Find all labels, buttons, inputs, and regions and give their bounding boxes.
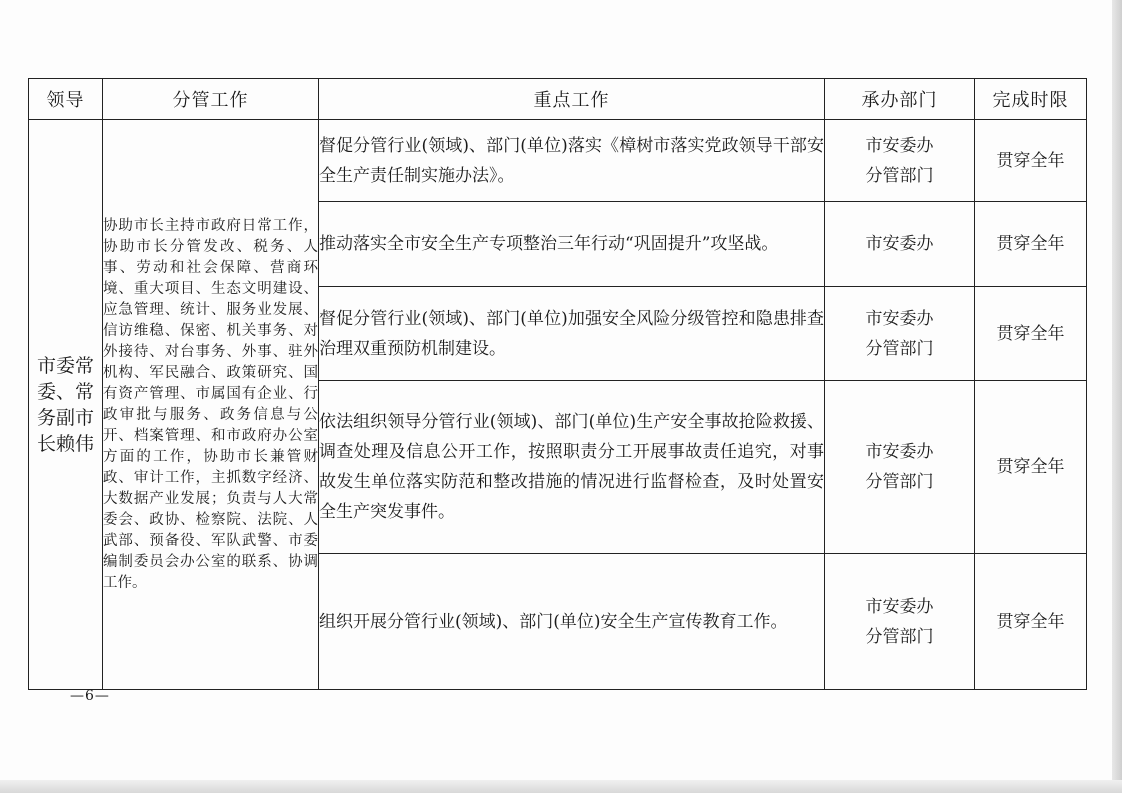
- deadline-cell: 贯穿全年: [975, 120, 1087, 202]
- page-edge-bottom: [0, 780, 1122, 793]
- focus-cell: 督促分管行业(领域)、部门(单位)加强安全风险分级管控和隐患排查治理双重预防机制建设。: [319, 286, 825, 381]
- focus-cell: 推动落实全市安全生产专项整治三年行动“巩固提升”攻坚战。: [319, 202, 825, 286]
- dept-line: 分管部门: [865, 165, 934, 186]
- safety-duty-table: [28, 78, 1087, 690]
- deadline-cell: 贯穿全年: [975, 202, 1087, 286]
- dept-line: 市安委办: [865, 596, 934, 617]
- focus-cell: 组织开展分管行业(领域)、部门(单位)安全生产宣传教育工作。: [319, 554, 825, 690]
- header-scope: 分管工作: [103, 79, 319, 120]
- dept-cell: [825, 286, 975, 381]
- deadline-cell: 贯穿全年: [975, 381, 1087, 554]
- dept-line: 市安委办: [865, 308, 934, 329]
- focus-cell: 依法组织领导分管行业(领域)、部门(单位)生产安全事故抢险救援、调查处理及信息公开工作，按照职责分工开展事故责任追究，对事故发生单位落实防范和整改措施的情况进行监督检查，及时处置安全生产突发事件。: [319, 381, 825, 554]
- page-edge-right: [1112, 0, 1122, 793]
- deadline-cell: 贯穿全年: [975, 554, 1087, 690]
- dept-line: 分管部门: [865, 472, 934, 493]
- header-leader: 领导: [29, 79, 103, 120]
- dept-line: 市安委办: [865, 234, 934, 255]
- dept-line: 市安委办: [865, 135, 934, 156]
- leader-name-cell: 市委常委、常务副市长赖伟: [29, 120, 103, 690]
- table-row: [29, 120, 1087, 202]
- deadline-cell: 贯穿全年: [975, 286, 1087, 381]
- page-number: —6—: [70, 688, 110, 704]
- header-dept: 承办部门: [825, 79, 975, 120]
- dept-cell: [825, 202, 975, 286]
- focus-cell: 督促分管行业(领域)、部门(单位)落实《樟树市落实党政领导干部安全生产责任制实施办法》。: [319, 120, 825, 202]
- dept-line: 分管部门: [865, 338, 934, 359]
- dept-line: 分管部门: [865, 626, 934, 647]
- dept-cell: [825, 554, 975, 690]
- dept-cell: [825, 381, 975, 554]
- dept-cell: [825, 120, 975, 202]
- header-deadline: 完成时限: [975, 79, 1087, 120]
- table-header-row: [29, 79, 1087, 120]
- leader-scope-cell: 协助市长主持市政府日常工作，协助市长分管发改、税务、人事、劳动和社会保障、营商环境、重大项目、生态文明建设、应急管理、统计、服务业发展、信访维稳、保密、机关事务、对外接待、对台事务、外事、驻外机构、军民融合、政策研究、国有资产管理、市属国有企业、行政审批与服务、政务信息与公开、档案管理、和市政府办公室方面的工作，协助市长兼管财政、审计工作，主抓数字经济、大数据产业发展；负责与人大常委会、政协、检察院、法院、人武部、预备役、军队武警、市委编制委员会办公室的联系、协调工作。: [103, 120, 319, 690]
- dept-line: 市安委办: [865, 442, 934, 463]
- header-focus: 重点工作: [319, 79, 825, 120]
